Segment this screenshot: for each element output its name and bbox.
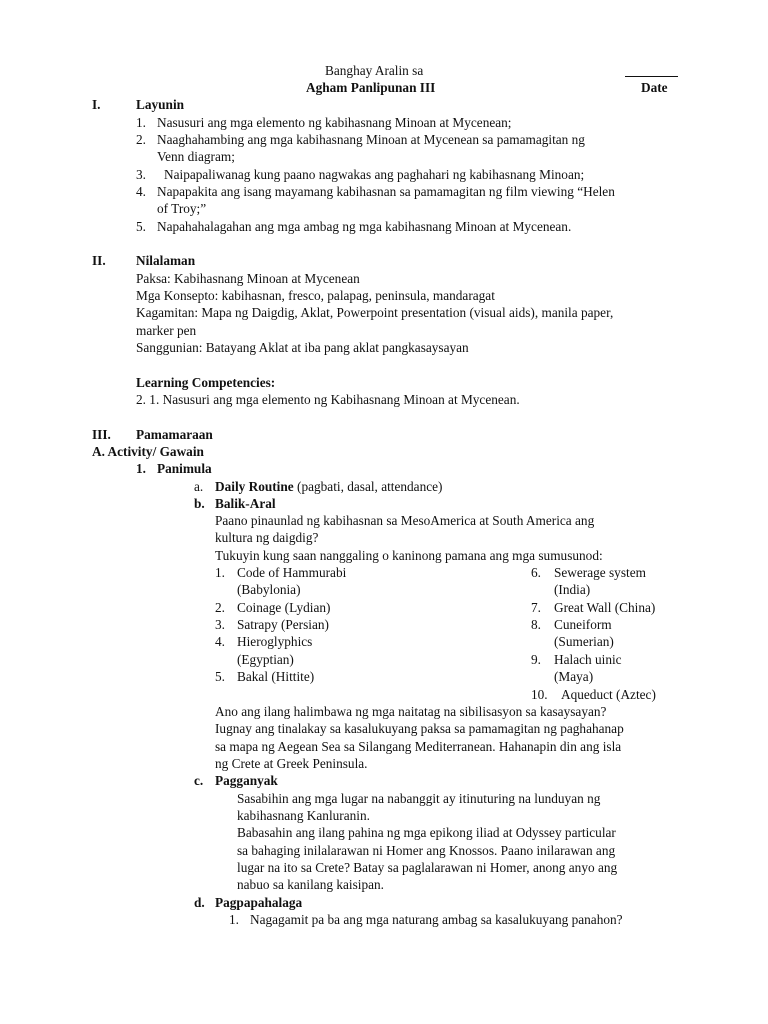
pagpapahalaga-number: 1. [229, 912, 239, 927]
konsepto-line: Mga Konsepto: kabihasnan, fresco, palapag, peninsula, mandaragat [136, 288, 495, 303]
heritage-item: Aqueduct (Aztec) [561, 687, 656, 702]
pagganyak-line: nabuo sa kanilang kaisipan. [237, 877, 384, 892]
date-blank-line [625, 76, 678, 77]
heritage-item-origin: (Babylonia) [237, 582, 301, 597]
document-heading-subject: Agham Panlipunan III [306, 80, 436, 95]
section-title-pamamaraan: Pamamaraan [136, 427, 213, 442]
section-title-nilalaman: Nilalaman [136, 253, 196, 268]
sanggunian-line: Sanggunian: Batayang Aklat at iba pang aklat pangkasaysayan [136, 340, 469, 355]
heritage-item: Code of Hammurabi [237, 565, 347, 580]
heritage-item: Coinage (Lydian) [237, 600, 331, 615]
paksa-line: Paksa: Kabihasnang Minoan at Mycenean [136, 271, 360, 286]
heritage-item: Great Wall (China) [554, 600, 656, 615]
heritage-item: Halach uinic [554, 652, 622, 667]
daily-routine-line [215, 478, 442, 495]
kagamitan-line: Kagamitan: Mapa ng Daigdig, Aklat, Powerpoint presentation (visual aids), manila paper, [136, 305, 614, 320]
heritage-number: 5. [215, 669, 225, 684]
balik-aral-question: Ano ang ilang halimbawa ng mga naitatag na sibilisasyon sa kasaysayan? [215, 704, 607, 719]
heritage-number: 6. [531, 565, 541, 580]
objective-text: Nasusuri ang mga elemento ng kabihasnang Minoan at Mycenean; [157, 115, 512, 130]
balik-aral-title: Balik-Aral [215, 496, 276, 511]
objective-text-cont: of Troy;” [157, 201, 207, 216]
heritage-number: 9. [531, 652, 541, 667]
daily-routine-title: Daily Routine [215, 479, 294, 494]
panimula-title: Panimula [157, 461, 212, 476]
objective-number: 4. [136, 184, 146, 199]
heritage-number: 7. [531, 600, 541, 615]
heritage-item-origin: (Maya) [554, 669, 594, 684]
pagganyak-line: kabihasnang Kanluranin. [237, 808, 370, 823]
heritage-item: Cuneiform [554, 617, 612, 632]
objective-text: Naaghahambing ang mga kabihasnang Minoan at Mycenean sa pamamagitan ng [157, 132, 585, 147]
objective-text: Napahahalagahan ang mga ambag ng mga kabihasnang Minoan at Mycenean. [157, 219, 572, 234]
balik-aral-paragraph: kultura ng daigdig? [215, 530, 319, 545]
heritage-item-origin: (Egyptian) [237, 652, 294, 667]
item-letter: d. [194, 895, 205, 910]
heritage-item-origin: (India) [554, 582, 591, 597]
section-title-layunin: Layunin [136, 97, 185, 112]
pagpapahalaga-question: Nagagamit pa ba ang mga naturang ambag sa kasalukuyang panahon? [250, 912, 623, 927]
balik-aral-question: sa mapa ng Aegean Sea sa Silangang Mediterranean. Hahanapin din ang isla [215, 739, 622, 754]
objective-number: 3. [136, 167, 146, 182]
objective-number: 1. [136, 115, 146, 130]
daily-routine-detail: (pagbati, dasal, attendance) [293, 479, 443, 494]
heritage-number: 2. [215, 600, 225, 615]
objective-number: 2. [136, 132, 146, 147]
section-number: II. [92, 253, 106, 268]
heritage-number: 3. [215, 617, 225, 632]
heritage-number: 10. [531, 687, 548, 702]
learning-competencies-text: 2. 1. Nasusuri ang mga elemento ng Kabihasnang Minoan at Mycenean. [136, 392, 520, 407]
objective-text: Napapakita ang isang mayamang kabihasnan sa pamamagitan ng film viewing “Helen [157, 184, 615, 199]
section-number: I. [92, 97, 101, 112]
pagganyak-line: Babasahin ang ilang pahina ng mga epikong iliad at Odyssey particular [237, 825, 616, 840]
item-letter: a. [194, 479, 204, 494]
heritage-item-origin: (Sumerian) [554, 634, 614, 649]
pagganyak-line: sa bahaging inilalarawan ni Homer ang Knossos. Paano inilarawan ang [237, 843, 616, 858]
pagganyak-title: Pagganyak [215, 773, 278, 788]
item-letter: b. [194, 496, 205, 511]
pagpapahalaga-title: Pagpapahalaga [215, 895, 303, 910]
balik-aral-paragraph: Paano pinaunlad ng kabihasnan sa MesoAmerica at South America ang [215, 513, 595, 528]
balik-aral-paragraph: Tukuyin kung saan nanggaling o kaninong pamana ang mga sumusunod: [215, 548, 603, 563]
balik-aral-question: Iugnay ang tinalakay sa kasalukuyang paksa sa pamamagitan ng paghahanap [215, 721, 624, 736]
learning-competencies-title: Learning Competencies: [136, 375, 276, 390]
heritage-item: Satrapy (Persian) [237, 617, 329, 632]
heritage-number: 4. [215, 634, 225, 649]
section-number: III. [92, 427, 111, 442]
pagganyak-line: lugar na ito sa Crete? Batay sa paglalarawan ni Homer, anong anyo ang [237, 860, 618, 875]
item-letter: c. [194, 773, 204, 788]
objective-number: 5. [136, 219, 146, 234]
heritage-number: 8. [531, 617, 541, 632]
heritage-item: Hieroglyphics [237, 634, 313, 649]
heritage-item: Bakal (Hittite) [237, 669, 315, 684]
objective-text-cont: Venn diagram; [157, 149, 235, 164]
kagamitan-line-cont: marker pen [136, 323, 197, 338]
document-heading-line1: Banghay Aralin sa [325, 63, 424, 78]
panimula-number: 1. [136, 461, 146, 476]
subsection-activity: A. Activity/ Gawain [92, 444, 204, 459]
heritage-item: Sewerage system [554, 565, 646, 580]
heritage-number: 1. [215, 565, 225, 580]
date-label: Date [641, 80, 668, 95]
balik-aral-question: ng Crete at Greek Peninsula. [215, 756, 368, 771]
objective-text: Naipapaliwanag kung paano nagwakas ang paghahari ng kabihasnang Minoan; [164, 167, 585, 182]
pagganyak-line: Sasabihin ang mga lugar na nabanggit ay itinuturing na lunduyan ng [237, 791, 601, 806]
